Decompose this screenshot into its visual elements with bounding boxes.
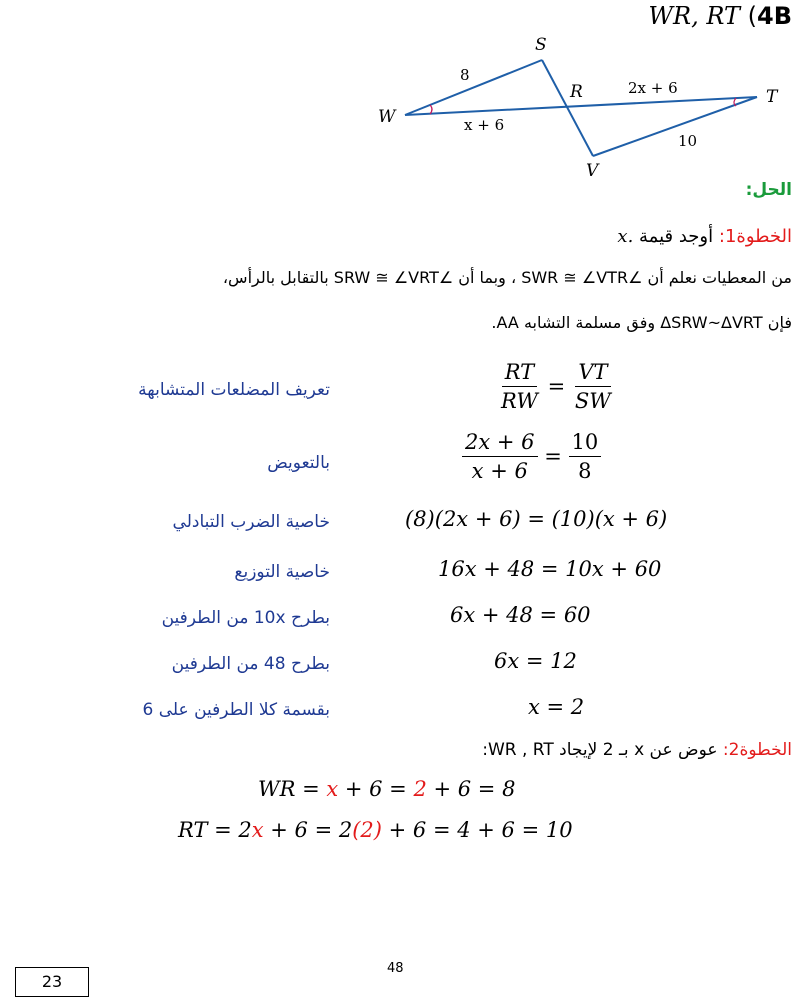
page-number: 48 <box>387 961 404 976</box>
label-t: T <box>766 87 778 107</box>
segment-ws <box>405 60 542 115</box>
step1-text: أوجد قيمة <box>639 226 714 247</box>
fraction-rt-rw: $\frac{RT}{RW}$ <box>501 360 538 413</box>
page-box-number: 23 <box>15 967 89 997</box>
reason-7: بقسمة كلا الطرفين على 6 <box>142 700 330 720</box>
geometry-figure <box>360 30 800 190</box>
equation-6: 6x = 12 <box>494 649 577 673</box>
step1-var: x. <box>617 226 634 247</box>
reason-6: بطرح 48 من الطرفين <box>171 654 330 674</box>
wr-computation: WR = x + 6 = 2 + 6 = 8 <box>258 777 516 801</box>
equation-1: $\frac{RT}{RW}$ = $\frac{VT}{SW}$ <box>498 360 614 413</box>
side-rt-length: 2x + 6 <box>628 79 678 97</box>
similarity-statement: فإن ΔSRW~ΔVRT وفق مسلمة التشابه AA. <box>491 313 792 332</box>
equation-5: 6x + 48 = 60 <box>450 603 591 627</box>
fraction-substituted-right: $\frac{10}{8}$ <box>569 430 602 483</box>
reason-4: خاصية التوزيع <box>234 562 330 582</box>
label-v: V <box>586 161 599 181</box>
problem-number: 4B <box>757 2 792 30</box>
step2-text: عوض عن x بـ 2 لإيجاد WR , RT: <box>482 740 718 760</box>
reason-3: خاصية الضرب التبادلي <box>172 512 330 532</box>
side-wr-length: x + 6 <box>464 116 505 134</box>
side-vt-length: 10 <box>678 132 698 150</box>
step1-line <box>617 226 792 247</box>
segment-vt <box>593 97 757 156</box>
step1-label: الخطوة1: <box>718 226 792 247</box>
label-s: S <box>535 35 547 55</box>
label-w: W <box>378 107 396 127</box>
header-vars: WR, RT <box>648 2 740 30</box>
equation-3: (8)(2x + 6) = (10)(x + 6) <box>405 507 668 531</box>
step2-line <box>482 740 792 760</box>
equation-4: 16x + 48 = 10x + 60 <box>438 557 662 581</box>
reason-1: تعريف المضلعات المتشابهة <box>138 380 330 400</box>
equation-2: $\frac{2x + 6}{x + 6}$ = $\frac{10}{8}$ <box>462 430 601 483</box>
rt-computation: RT = 2x + 6 = 2(2) + 6 = 4 + 6 = 10 <box>178 818 573 842</box>
reason-5: بطرح 10x من الطرفين <box>161 608 330 628</box>
solution-title: الحل: <box>745 180 792 200</box>
fraction-substituted-left: $\frac{2x + 6}{x + 6}$ <box>462 430 538 483</box>
step2-label: الخطوة2: <box>722 740 792 760</box>
equation-7: x = 2 <box>528 695 585 719</box>
reason-2: بالتعويض <box>267 453 330 473</box>
problem-header <box>648 2 792 30</box>
fraction-vt-sw: $\frac{VT}{SW}$ <box>574 360 611 413</box>
side-sw-length: 8 <box>460 66 470 84</box>
label-r: R <box>570 82 583 102</box>
header-paren: ( <box>747 2 757 30</box>
given-statement: من المعطيات نعلم أن ∠SWR ≅ ∠VTR ، وبما أن ∠SRW ≅ ∠VRT بالتقابل بالرأس، <box>222 268 792 287</box>
